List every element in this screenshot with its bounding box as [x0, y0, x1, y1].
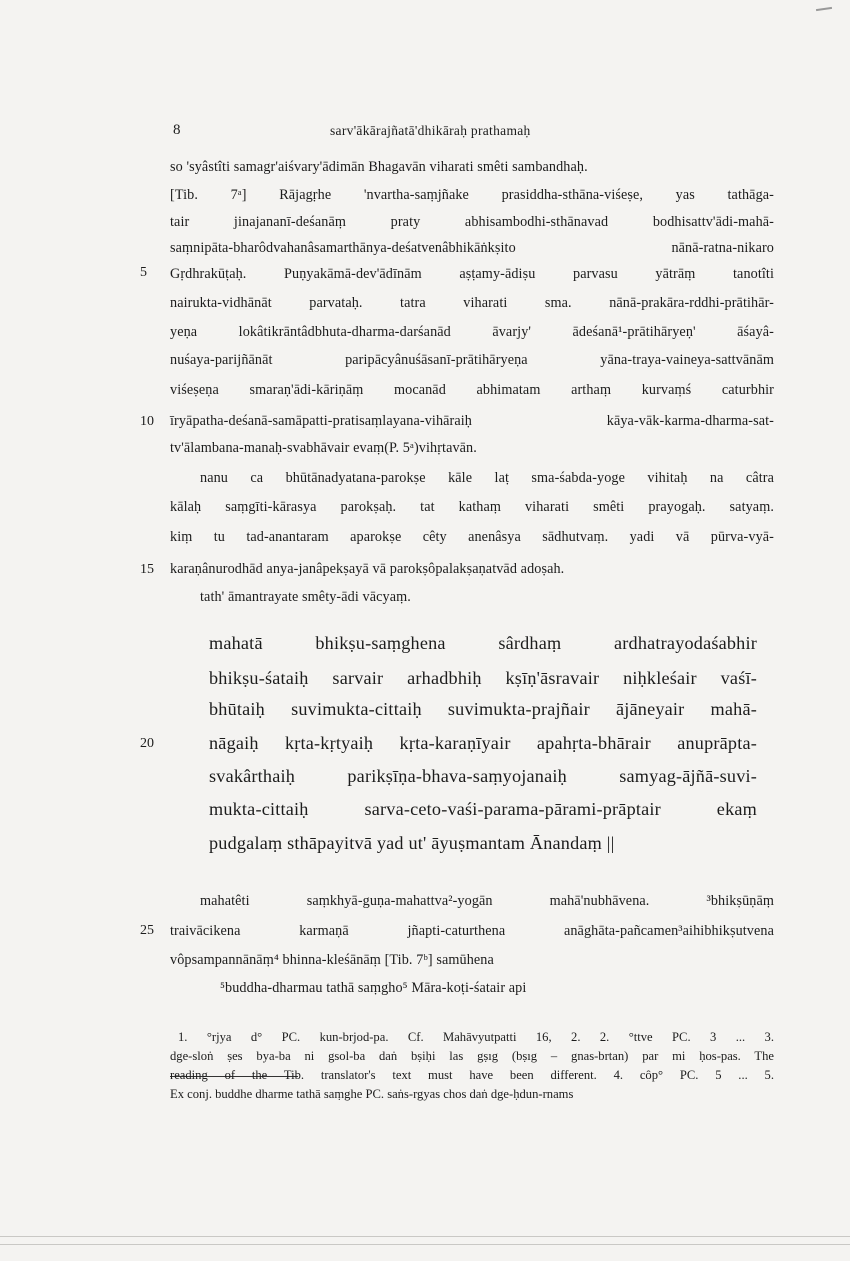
line-number-15: 15 — [140, 562, 154, 577]
commentary-line: traivācikena karmaṇā jñapti-caturthena anāghāta-pañcamen³aihibhikṣutvena — [170, 923, 774, 939]
commentary-line: [Tib. 7ᵃ] Rājagṛhe 'nvartha-saṃjñake prasiddha-sthāna-viśeṣe, yas tathāga- — [170, 187, 774, 203]
scan-corner-mark — [816, 7, 832, 11]
line-number-25: 25 — [140, 923, 154, 938]
commentary-line: saṃnipāta-bharôdvahanâsamarthānya-deśatvenâbhikāṅkṣito nānā-ratna-nikaro — [170, 240, 774, 256]
commentary-line: so 'syâstîti samagr'aiśvary'ādimān Bhagavān viharati smêti sambandhaḥ. — [170, 159, 588, 175]
line-number-5: 5 — [140, 265, 147, 280]
root-text-line: mahatā bhikṣu-saṃghena sârdhaṃ ardhatrayodaśabhir — [209, 633, 757, 653]
root-text-line: mukta-cittaiḥ sarva-ceto-vaśi-parama-pārami-prāptair ekaṃ — [209, 799, 757, 819]
commentary-line: nuśaya-parijñānāt paripācyânuśāsanī-prātihāryeṇa yāna-traya-vaineya-sattvānām — [170, 352, 774, 368]
commentary-line: yeṇa lokâtikrāntâdbhuta-dharma-darśanād āvarjy' ādeśanā¹-prātihāryeṇ' āśayâ- — [170, 324, 774, 340]
scan-edge-line — [0, 1244, 850, 1245]
root-text-line: bhūtaiḥ suvimukta-cittaiḥ suvimukta-prajñair ājāneyair mahā- — [209, 699, 757, 719]
commentary-line: tair jinajananī-deśanāṃ praty abhisambodhi-sthānavad bodhisattv'ādi-mahā- — [170, 214, 774, 230]
commentary-line: karaṇânurodhād anya-janâpekṣayā vā parokṣôpalakṣaṇatvād adoṣah. — [170, 561, 565, 577]
commentary-line: mahatêti saṃkhyā-guṇa-mahattva²-yogān mahā'nubhāvena. ³bhikṣūṇāṃ — [200, 893, 774, 909]
commentary-line: nairukta-vidhānāt parvataḥ. tatra viharati sma. nānā-prakāra-rddhi-prātihār- — [170, 295, 774, 311]
commentary-line: kālaḥ saṃgīti-kārasya parokṣaḥ. tat kathaṃ viharati smêti prayogaḥ. satyaṃ. — [170, 499, 774, 515]
root-text-line: nāgaiḥ kṛta-kṛtyaiḥ kṛta-karaṇīyair apahṛta-bhārair anuprāpta- — [209, 733, 757, 753]
commentary-line: ⁵buddha-dharmau tathā saṃgho⁵ Māra-koṭi-śatair api — [220, 980, 527, 996]
commentary-line: vôpsampannānāṃ⁴ bhinna-kleśānāṃ [Tib. 7ᵇ] samūhena — [170, 952, 494, 968]
commentary-line: Gṛdhrakūṭaḥ. Puṇyakāmā-dev'ādīnām aṣṭamy-ādiṣu parvasu yātrāṃ tanotîti — [170, 266, 774, 282]
footnote-line: reading of the Tib. translator's text must have been different. 4. côp° PC. 5 ... 5. — [170, 1068, 774, 1082]
scan-edge-line — [0, 1236, 850, 1237]
line-number-10: 10 — [140, 414, 154, 429]
running-head: sarv'ākārajñatā'dhikāraḥ prathamaḥ — [330, 123, 531, 138]
footnote-line: dge-sloṅ ṣes bya-ba ni gsol-ba daṅ bṣiḥi las gṣıg (bṣıg – gnas-brtan) par mi ḥos-pas. The — [170, 1049, 774, 1063]
footnote-line: 1. °rjya d° PC. kun-brjod-pa. Cf. Mahāvyutpatti 16, 2. 2. °ttve PC. 3 ... 3. — [178, 1030, 774, 1044]
commentary-line: viśeṣeṇa smaraṇ'ādi-kāriṇāṃ mocanād abhimatam arthaṃ kurvaṃś caturbhir — [170, 382, 774, 398]
page-number: 8 — [173, 122, 181, 138]
line-number-20: 20 — [140, 736, 154, 751]
commentary-line: īryāpatha-deśanā-samāpatti-pratisaṃlayana-vihāraiḥ kāya-vāk-karma-dharma-sat- — [170, 413, 774, 429]
root-text-line: bhikṣu-śataiḥ sarvair arhadbhiḥ kṣīṇ'āsravair niḥkleśair vaśī- — [209, 668, 757, 688]
commentary-line: tv'ālambana-manaḥ-svabhāvair evaṃ(P. 5ᵃ)vihṛtavān. — [170, 440, 477, 456]
root-text-line: svakârthaiḥ parikṣīṇa-bhava-saṃyojanaiḥ samyag-ājñā-suvi- — [209, 766, 757, 786]
commentary-line: nanu ca bhūtānadyatana-parokṣe kāle laṭ sma-śabda-yoge vihitaḥ na câtra — [200, 470, 774, 486]
footnote-line: Ex conj. buddhe dharme tathā saṃghe PC. saṅs-rgyas chos daṅ dge-ḥdun-rnams — [170, 1087, 574, 1101]
root-text-line: pudgalaṃ sthāpayitvā yad ut' āyuṣmantam Ānandaṃ || — [209, 833, 615, 853]
commentary-line: kiṃ tu tad-anantaram aparokṣe cêty anenâsya sādhutvaṃ. yadi vā pūrva-vyā- — [170, 529, 774, 545]
commentary-line: tath' āmantrayate smêty-ādi vācyaṃ. — [200, 589, 411, 605]
